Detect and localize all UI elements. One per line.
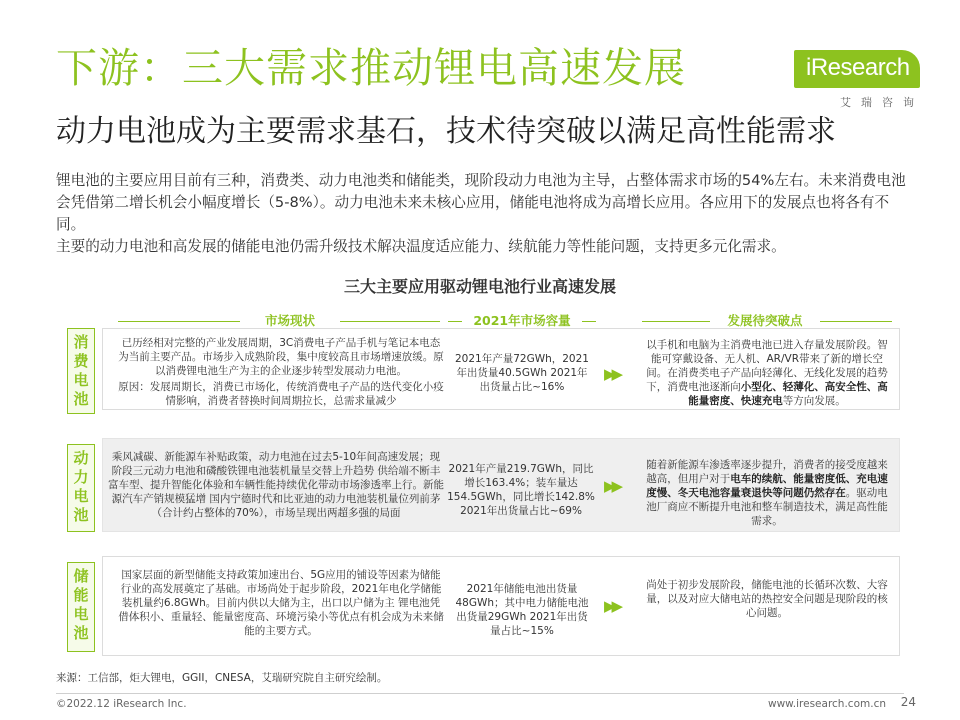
- iresearch-logo: [794, 50, 924, 110]
- consumer-arrow-icon: ▶▶: [604, 365, 620, 383]
- power-breakthrough-text: 随着新能源车渗透率逐步提升，消费者的接受度越来越高，但用户对于: [646, 459, 888, 485]
- intro-paragraph-2: 主要的动力电池和高发展的储能电池仍需升级技术解决温度适应能力、续航能力等性能问题，支持更多元化需求。: [56, 238, 786, 255]
- source-note: 来源：工信部，炬大锂电，GGII，CNESA，艾瑞研究院自主研究绘制。: [56, 672, 388, 684]
- consumer-status: [118, 336, 444, 408]
- storage-breakthrough: [646, 578, 888, 620]
- logo-brand: iResearch: [794, 50, 920, 88]
- page-number: 24: [900, 695, 916, 709]
- table-title: 三大主要应用驱动锂电池行业高速发展: [343, 277, 616, 296]
- storage-arrow-icon: ▶▶: [604, 597, 620, 615]
- col-header-breakthrough: 发展待突破点: [710, 311, 820, 329]
- storage-capacity: 2021年储能电池出货量48GWh；其中电力储能电池出货量29GWh 2021年出货量占比~15%: [455, 583, 589, 637]
- storage-status: 国家层面的新型储能支持政策加速出台、5G应用的铺设等因素为储能行业的高发展奠定了基础。市场尚处于起步阶段，2021年电化学储能装机量约6.8GWh。目前内供以大储为主，出口以户储为主 锂电池凭借体积小、重量轻、能量密度高、环境污染小等优点有机会成为未来储能的主要方式。: [118, 569, 444, 637]
- page-subtitle: 动力电池成为主要需求基石，技术待突破以满足高性能需求: [56, 114, 836, 149]
- consumer-capacity: 2021年产量72GWh，2021年出货量40.5GWh 2021年出货量占比~16%: [455, 353, 589, 393]
- col-header-capacity: 2021年市场容量: [462, 311, 582, 329]
- col-header-status: 市场现状: [240, 311, 340, 329]
- power-breakthrough-tail: 。驱动电池厂商应不断提升电池和整车制造技术，满足高性能需求。: [646, 487, 888, 527]
- power-breakthrough: [646, 458, 888, 528]
- consumer-status-note: 原因：发展周期长，消费已市场化，传统消费电子产品的迭代变化小疫情影响，消费者替换时间周期拉长，总需求量减少: [118, 381, 444, 407]
- row-label-consumer: 消费电池: [67, 328, 95, 414]
- logo-cn-text: 艾瑞咨询: [840, 96, 924, 109]
- consumer-breakthrough-text: 以手机和电脑为主消费电池已进入存量发展阶段。智能可穿戴设备、无人机、AR/VR带来了新的增长空间。在消费类电子产品向轻薄化、无线化发展的趋势下，消费电池逐渐向: [646, 339, 888, 393]
- intro-text: [56, 170, 906, 258]
- intro-paragraph-1: 锂电池的主要应用目前有三种，消费类、动力电池类和储能类，现阶段动力电池为主导，占整体需求市场的54%左右。未来消费电池会凭借第二增长机会小幅度增长（5-8%）。动力电池未来未核心应用，储能电池将成为高增长应用。各应用下的发展点也将各有不同。: [56, 172, 906, 233]
- power-status: 乘风减碳、新能源车补贴政策，动力电池在过去5-10年间高速发展；现阶段三元动力电池和磷酸铁锂电池装机量呈交替上升趋势 供给端不断丰富车型、提升智能化体验和车辆性能持续优化带动市场渗透率上行。新能源汽车产销规模猛增 国内宁德时代和比亚迪的动力电池装机量位列前茅（合计约占整体的70%），市场呈现出两超多强的局面: [108, 451, 444, 519]
- row-label-power: 动力电池: [67, 444, 95, 532]
- website-url: www.iresearch.com.cn: [767, 698, 886, 710]
- copyright: ©2022.12 iResearch Inc.: [56, 698, 187, 710]
- power-arrow-icon: ▶▶: [604, 477, 620, 495]
- power-capacity: 2021年产量219.7GWh，同比增长163.4%；装车量达154.5GWh，同比增长142.8% 2021年出货量占比~69%: [447, 463, 595, 517]
- consumer-breakthrough-tail: 等方向发展。: [782, 395, 846, 407]
- consumer-breakthrough-emphasis: 小型化、轻薄化、高安全性、高能量密度、快速充电: [688, 381, 888, 407]
- row-label-storage: 储能电池: [67, 562, 95, 652]
- page-title: 下游：三大需求推动锂电高速发展: [56, 44, 686, 92]
- consumer-status-text: 已历经相对完整的产业发展周期，3C消费电子产品手机与笔记本电态为当前主要产品。市场步入成熟阶段，集中度较高且市场增速放缓。原以消费锂电池生产为主的企业逐步转型发展动力电池。: [118, 337, 444, 377]
- consumer-breakthrough: [646, 338, 888, 408]
- storage-breakthrough-text: 尚处于初步发展阶段，储能电池的长循环次数、大容量，以及对应大储电站的热控安全问题是现阶段的核心问题。: [646, 579, 888, 619]
- footer-divider: [56, 693, 904, 694]
- power-breakthrough-emphasis: 电车的续航、能量密度低、充电速度慢、冬天电池容量衰退快等问题仍然存在: [646, 473, 888, 499]
